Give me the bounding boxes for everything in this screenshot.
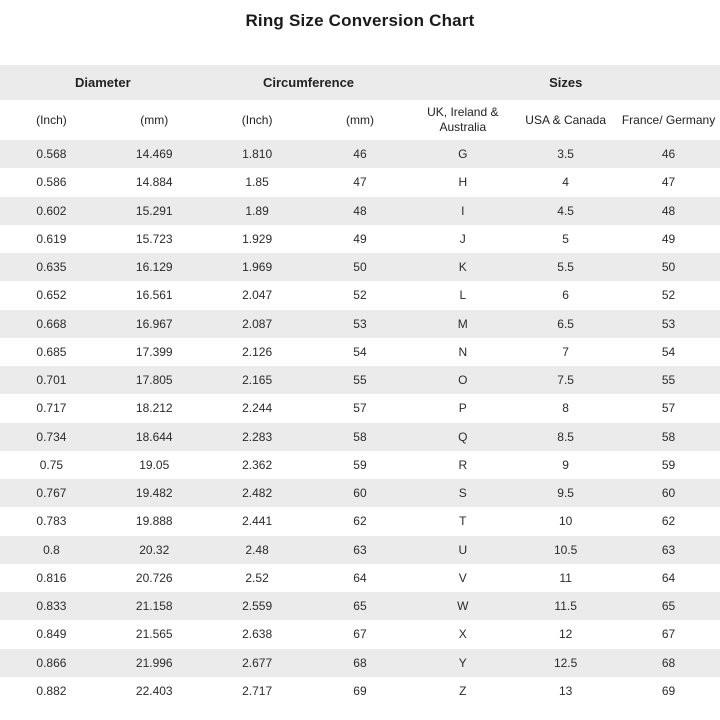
cell: 12 xyxy=(558,627,573,642)
cell: 0.619 xyxy=(36,231,67,246)
cell: 1.85 xyxy=(245,175,269,190)
cell: 12.5 xyxy=(553,655,578,670)
cell: 16.129 xyxy=(135,260,173,275)
cell: 2.362 xyxy=(242,457,273,472)
cell: 54 xyxy=(661,344,676,359)
cell: 16.967 xyxy=(135,316,173,331)
cell: 21.158 xyxy=(135,599,173,614)
table-row xyxy=(0,620,720,648)
cell: 2.52 xyxy=(245,570,269,585)
cell: 0.849 xyxy=(36,627,67,642)
column-header-row xyxy=(0,100,720,140)
table-row xyxy=(0,649,720,677)
cell: 57 xyxy=(353,401,367,416)
cell: 9.5 xyxy=(557,486,574,501)
cell: 21.996 xyxy=(135,655,173,670)
cell: K xyxy=(458,260,467,275)
cell: 20.32 xyxy=(139,542,170,557)
cell: 3.5 xyxy=(557,147,574,162)
cell: N xyxy=(458,344,468,359)
cell: 63 xyxy=(353,542,367,557)
cell: P xyxy=(458,401,467,416)
cell: 16.561 xyxy=(135,288,173,303)
cell: S xyxy=(458,486,467,501)
cell: 53 xyxy=(661,316,676,331)
cell: 64 xyxy=(353,570,367,585)
cell: 64 xyxy=(661,570,676,585)
cell: 19.482 xyxy=(135,486,173,501)
cell: 48 xyxy=(661,203,676,218)
column-header: USA & Canada xyxy=(514,100,617,140)
column-header: (mm) xyxy=(103,100,206,140)
cell: V xyxy=(458,570,467,585)
cell: 69 xyxy=(353,683,367,698)
cell: 11.5 xyxy=(554,599,577,614)
cell: 0.75 xyxy=(39,457,64,472)
cell: 2.126 xyxy=(242,344,273,359)
cell: 68 xyxy=(353,655,367,670)
cell: 0.882 xyxy=(36,683,67,698)
cell: 0.816 xyxy=(36,570,67,585)
cell: 21.565 xyxy=(135,627,173,642)
column-header: France/ Germany xyxy=(617,100,720,140)
cell: 52 xyxy=(353,288,367,303)
cell: L xyxy=(459,288,467,303)
cell: 2.087 xyxy=(242,316,273,331)
cell: 2.441 xyxy=(242,514,273,529)
cell: 0.568 xyxy=(36,147,67,162)
table-row xyxy=(0,140,720,168)
table-row xyxy=(0,536,720,564)
table-row xyxy=(0,564,720,592)
cell: I xyxy=(461,203,465,218)
cell: 50 xyxy=(353,260,367,275)
cell: 67 xyxy=(353,627,367,642)
cell: J xyxy=(459,231,466,246)
cell: 2.559 xyxy=(242,599,273,614)
table-row xyxy=(0,366,720,394)
cell: 0.668 xyxy=(36,316,67,331)
cell: 11 xyxy=(559,570,572,585)
cell: 22.403 xyxy=(135,683,173,698)
cell: 1.89 xyxy=(245,203,269,218)
table-row xyxy=(0,197,720,225)
cell: 60 xyxy=(661,486,676,501)
cell: 1.969 xyxy=(242,260,273,275)
cell: 59 xyxy=(661,457,676,472)
cell: 18.644 xyxy=(135,429,173,444)
cell: 1.929 xyxy=(242,231,273,246)
cell: Q xyxy=(458,429,468,444)
cell: 0.701 xyxy=(36,373,67,388)
cell: 19.05 xyxy=(139,457,170,472)
cell: 8.5 xyxy=(557,429,574,444)
cell: 0.866 xyxy=(36,655,67,670)
cell: 47 xyxy=(353,175,367,190)
cell: 55 xyxy=(661,373,676,388)
table-row xyxy=(0,423,720,451)
cell: 62 xyxy=(661,514,676,529)
table-row xyxy=(0,338,720,366)
cell: R xyxy=(458,457,468,472)
cell: U xyxy=(458,542,468,557)
cell: 4.5 xyxy=(557,203,574,218)
cell: 7.5 xyxy=(557,373,574,388)
table-row xyxy=(0,168,720,196)
cell: 0.586 xyxy=(36,175,67,190)
cell: 0.767 xyxy=(36,486,67,501)
cell: 67 xyxy=(661,627,676,642)
page-title: Ring Size Conversion Chart xyxy=(245,11,475,30)
table-row xyxy=(0,394,720,422)
cell: 68 xyxy=(661,655,676,670)
cell: 15.723 xyxy=(135,231,173,246)
cell: 48 xyxy=(353,203,367,218)
group-header-row xyxy=(0,65,720,100)
cell: 69 xyxy=(661,683,676,698)
group-header-sizes: Sizes xyxy=(411,65,720,100)
cell: 54 xyxy=(353,344,367,359)
cell: 7 xyxy=(562,344,569,359)
cell: 65 xyxy=(353,599,367,614)
cell: Y xyxy=(458,655,467,670)
cell: 0.602 xyxy=(36,203,67,218)
cell: 58 xyxy=(353,429,367,444)
cell: 62 xyxy=(353,514,367,529)
cell: 0.635 xyxy=(36,260,67,275)
cell: 0.652 xyxy=(36,288,67,303)
cell: 14.469 xyxy=(135,147,173,162)
cell: 55 xyxy=(353,373,367,388)
cell: 8 xyxy=(562,401,569,416)
table-row xyxy=(0,451,720,479)
cell: 2.283 xyxy=(242,429,273,444)
cell: 2.717 xyxy=(242,683,273,698)
table-row xyxy=(0,310,720,338)
cell: 2.638 xyxy=(242,627,273,642)
table-row xyxy=(0,592,720,620)
table-row xyxy=(0,281,720,309)
cell: 20.726 xyxy=(135,570,173,585)
group-header-circumference: Circumference xyxy=(206,65,412,100)
cell: 0.734 xyxy=(36,429,67,444)
cell: X xyxy=(458,627,467,642)
cell: 6.5 xyxy=(557,316,574,331)
cell: 52 xyxy=(661,288,676,303)
cell: 2.482 xyxy=(242,486,273,501)
cell: W xyxy=(457,599,469,614)
cell: 46 xyxy=(661,147,676,162)
cell: 46 xyxy=(353,147,367,162)
cell: 50 xyxy=(661,260,676,275)
cell: 58 xyxy=(661,429,676,444)
cell: 1.810 xyxy=(242,147,273,162)
cell: 63 xyxy=(661,542,676,557)
table-row xyxy=(0,225,720,253)
cell: 0.783 xyxy=(36,514,67,529)
column-header: UK, Ireland & Australia xyxy=(411,100,514,140)
cell: 59 xyxy=(353,457,367,472)
cell: 15.291 xyxy=(135,203,173,218)
table-body xyxy=(0,140,720,705)
cell: 2.047 xyxy=(242,288,273,303)
cell: 5.5 xyxy=(557,260,574,275)
cell: 9 xyxy=(562,457,569,472)
cell: 0.833 xyxy=(36,599,67,614)
cell: 6 xyxy=(562,288,569,303)
cell: M xyxy=(457,316,468,331)
cell: 2.48 xyxy=(245,542,269,557)
cell: Z xyxy=(459,683,467,698)
cell: 2.677 xyxy=(242,655,273,670)
table-row xyxy=(0,507,720,535)
table-row xyxy=(0,253,720,281)
cell: 14.884 xyxy=(135,175,173,190)
ring-size-conversion-table xyxy=(0,65,720,705)
table-header xyxy=(0,65,720,140)
column-header: (Inch) xyxy=(0,100,103,140)
cell: 0.717 xyxy=(36,401,67,416)
cell: H xyxy=(458,175,468,190)
cell: 10 xyxy=(558,514,573,529)
table-row xyxy=(0,479,720,507)
cell: 57 xyxy=(661,401,676,416)
cell: 17.805 xyxy=(135,373,173,388)
cell: 0.8 xyxy=(43,542,60,557)
cell: 19.888 xyxy=(135,514,173,529)
cell: 10.5 xyxy=(553,542,578,557)
cell: 18.212 xyxy=(135,401,173,416)
cell: 60 xyxy=(353,486,367,501)
cell: 47 xyxy=(661,175,676,190)
group-header-diameter: Diameter xyxy=(0,65,206,100)
cell: 0.685 xyxy=(36,344,67,359)
cell: G xyxy=(458,147,468,162)
cell: 49 xyxy=(353,231,367,246)
cell: 49 xyxy=(661,231,676,246)
cell: 2.165 xyxy=(242,373,273,388)
cell: T xyxy=(459,514,467,529)
cell: 13 xyxy=(558,683,573,698)
cell: 2.244 xyxy=(242,401,273,416)
cell: 53 xyxy=(353,316,367,331)
cell: 4 xyxy=(562,175,569,190)
cell: 17.399 xyxy=(135,344,173,359)
column-header: (mm) xyxy=(309,100,412,140)
cell: 65 xyxy=(661,599,676,614)
cell: 5 xyxy=(562,231,569,246)
cell: O xyxy=(458,373,468,388)
column-header: (Inch) xyxy=(206,100,309,140)
table-row xyxy=(0,677,720,705)
